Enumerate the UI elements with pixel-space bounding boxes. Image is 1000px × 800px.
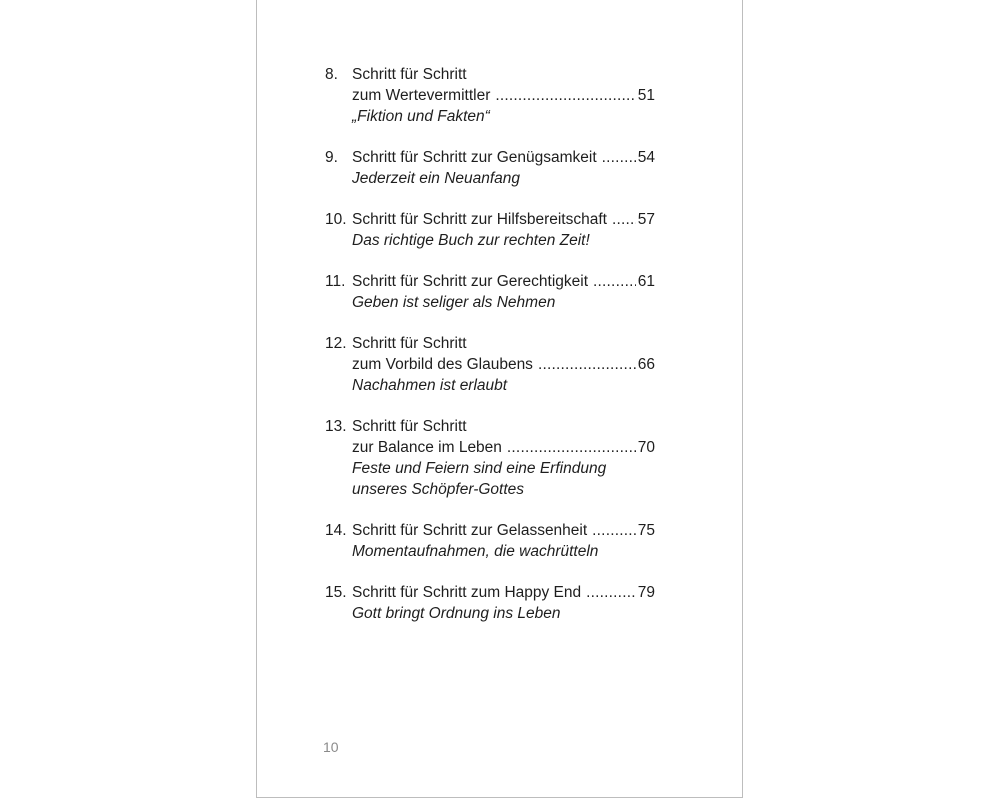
entry-number: 15. [325,584,347,601]
entry-page-number: 61 [637,273,655,290]
leader-dots [495,85,635,106]
leader-dots [612,209,636,230]
entry-subtitle: Das richtige Buch zur rechten Zeit! [352,232,590,249]
entry-number: 13. [325,418,347,435]
entry-subtitle: „Fiktion und Fakten“ [352,108,490,125]
entry-title-text: Schritt für Schritt zur Hilfsbereitschaft [352,211,607,228]
entry-subtitle: Momentaufnahmen, die wachrütteln [352,543,599,560]
entry-page-number: 57 [637,211,655,228]
entry-title-text: Schritt für Schritt zur Gelassenheit [352,522,588,539]
entry-page-number: 70 [637,439,655,456]
entry-page-number: 51 [637,87,655,104]
leader-dots [586,582,636,603]
entry-title-text: Schritt für Schritt zum Happy End [352,584,582,601]
leader-dots [507,437,636,458]
toc-entry-14 [325,520,655,562]
page-number-footer: 10 [323,739,339,755]
toc-entry-8 [325,64,655,127]
entry-number: 11. [325,273,346,290]
book-page [256,0,743,798]
entry-subtitle: Jederzeit ein Neuanfang [352,170,521,187]
entry-title-line [352,209,655,230]
entry-title-line [352,147,655,168]
entry-page-number: 75 [637,522,655,539]
entry-subtitle: Geben ist seliger als Nehmen [352,294,556,311]
entry-title-line [352,437,655,458]
entry-title-line [352,85,655,106]
entry-number: 8. [325,66,338,83]
entry-title-text: zur Balance im Leben [352,439,502,456]
leader-dots [538,354,636,375]
entry-title-line: Schritt für Schritt [352,418,467,435]
toc-entry-11 [325,271,655,313]
entry-subtitle: unseres Schöpfer-Gottes [352,481,525,498]
leader-dots [602,147,636,168]
toc-entry-9 [325,147,655,189]
entry-title-line [352,582,655,603]
entry-title-text: Schritt für Schritt zur Genügsamkeit [352,149,597,166]
table-of-contents [325,64,655,644]
toc-entry-10 [325,209,655,251]
entry-number: 14. [325,522,347,539]
entry-subtitle: Nachahmen ist erlaubt [352,377,508,394]
leader-dots [592,520,636,541]
entry-page-number: 79 [637,584,655,601]
entry-title-text: zum Vorbild des Glaubens [352,356,533,373]
entry-title-line [352,271,655,292]
entry-number: 10. [325,211,347,228]
toc-entry-15 [325,582,655,624]
leader-dots [593,271,636,292]
toc-entry-12 [325,333,655,396]
entry-title-line [352,354,655,375]
entry-title-line [352,520,655,541]
entry-title-line: Schritt für Schritt [352,66,467,83]
toc-entry-13 [325,416,655,500]
entry-title-line: Schritt für Schritt [352,335,467,352]
entry-subtitle: Gott bringt Ordnung ins Leben [352,605,561,622]
entry-number: 12. [325,335,347,352]
entry-title-text: Schritt für Schritt zur Gerechtigkeit [352,273,589,290]
entry-title-text: zum Wertevermittler [352,87,491,104]
entry-page-number: 54 [637,149,655,166]
entry-subtitle: Feste und Feiern sind eine Erfindung [352,460,607,477]
entry-page-number: 66 [637,356,655,373]
entry-number: 9. [325,149,338,166]
